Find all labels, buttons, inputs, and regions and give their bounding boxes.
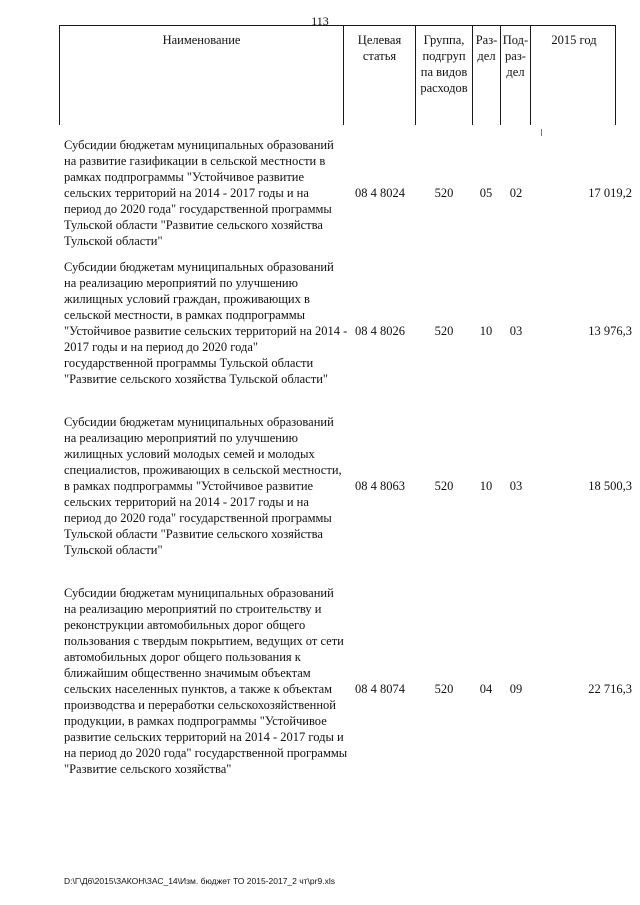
row-expense-group: 520 (434, 682, 454, 696)
header-year: 2015 год (551, 33, 597, 47)
row-subsection: 02 (509, 186, 523, 200)
row-subsection: 03 (509, 479, 523, 493)
row-section: 10 (479, 324, 493, 338)
header-target-article: Целевая статья (357, 33, 402, 63)
row-section: 05 (479, 186, 493, 200)
row-amount: 13 976,3 (588, 324, 632, 338)
row-amount: 18 500,3 (588, 479, 632, 493)
footer-file-path: D:\Г\Д6\2015\ЗАКОН\ЗАС_14\Изм. бюджет ТО 2015-2017_2 чт\pr9.xls (64, 876, 335, 886)
header-name: Наименование (162, 33, 241, 47)
row-name: Субсидии бюджетам муниципальных образований на развитие газификации в сельской местности в рамках подпрограммы "Устойчивое развитие сельских территорий на 2014 - 2017 годы и на период до 2020 года" государственной программы Тульской области "Развитие сельского хозяйства Тульской области" (64, 138, 334, 248)
row-target-article: 08 4 8074 (355, 682, 405, 696)
row-expense-group: 520 (434, 479, 454, 493)
row-subsection: 09 (509, 682, 523, 696)
row-amount: 22 716,3 (588, 682, 632, 696)
row-target-article: 08 4 8063 (355, 479, 405, 493)
header-expense-group: Группа, подгруп па видов расходов (420, 33, 468, 95)
header-section: Раз- дел (475, 33, 498, 63)
row-target-article: 08 4 8024 (355, 186, 405, 200)
table-header (59, 25, 616, 125)
row-amount: 17 019,2 (588, 186, 632, 200)
row-section: 04 (479, 682, 493, 696)
row-section: 10 (479, 479, 493, 493)
row-name: Субсидии бюджетам муниципальных образований на реализацию мероприятий по строительству и реконструкции автомобильных дорог общего пользования с твердым покрытием, ведущих от сети автомобильных дорог общего пользования к ближайшим общественно значимым объектам сельских населенных пунктов, а также к объектам производства и переработки сельскохозяйственной продукции, в рамках подпрограммы "Устойчивое развитие сельских территорий на 2014 - 2017 годы и на период до 2020 года" государственной программы "Развитие сельского хозяйства" (64, 586, 348, 776)
scan-speck (541, 129, 542, 136)
row-target-article: 08 4 8026 (355, 324, 405, 338)
row-name: Субсидии бюджетам муниципальных образований на реализацию мероприятий по улучшению жилищных условий граждан, проживающих в сельской местности, в рамках подпрограммы "Устойчивое развитие сельских территорий на 2014 - 2017 годы и на период до 2020 года" государственной программы Тульской области "Развитие сельского хозяйства Тульской области" (64, 260, 348, 386)
row-subsection: 03 (509, 324, 523, 338)
row-name: Субсидии бюджетам муниципальных образований на реализацию мероприятий по улучшению жилищных условий молодых семей и молодых специалистов, проживающих в сельской местности, в рамках подпрограммы "Устойчивое развитие сельских территорий на 2014 - 2017 годы и на период до 2020 года" государственной программы Тульской области "Развитие сельского хозяйства Тульской области" (64, 415, 342, 557)
page-number: 113 (311, 14, 329, 28)
row-expense-group: 520 (434, 186, 454, 200)
header-subsection: Под- раз- дел (502, 33, 529, 79)
row-expense-group: 520 (434, 324, 454, 338)
